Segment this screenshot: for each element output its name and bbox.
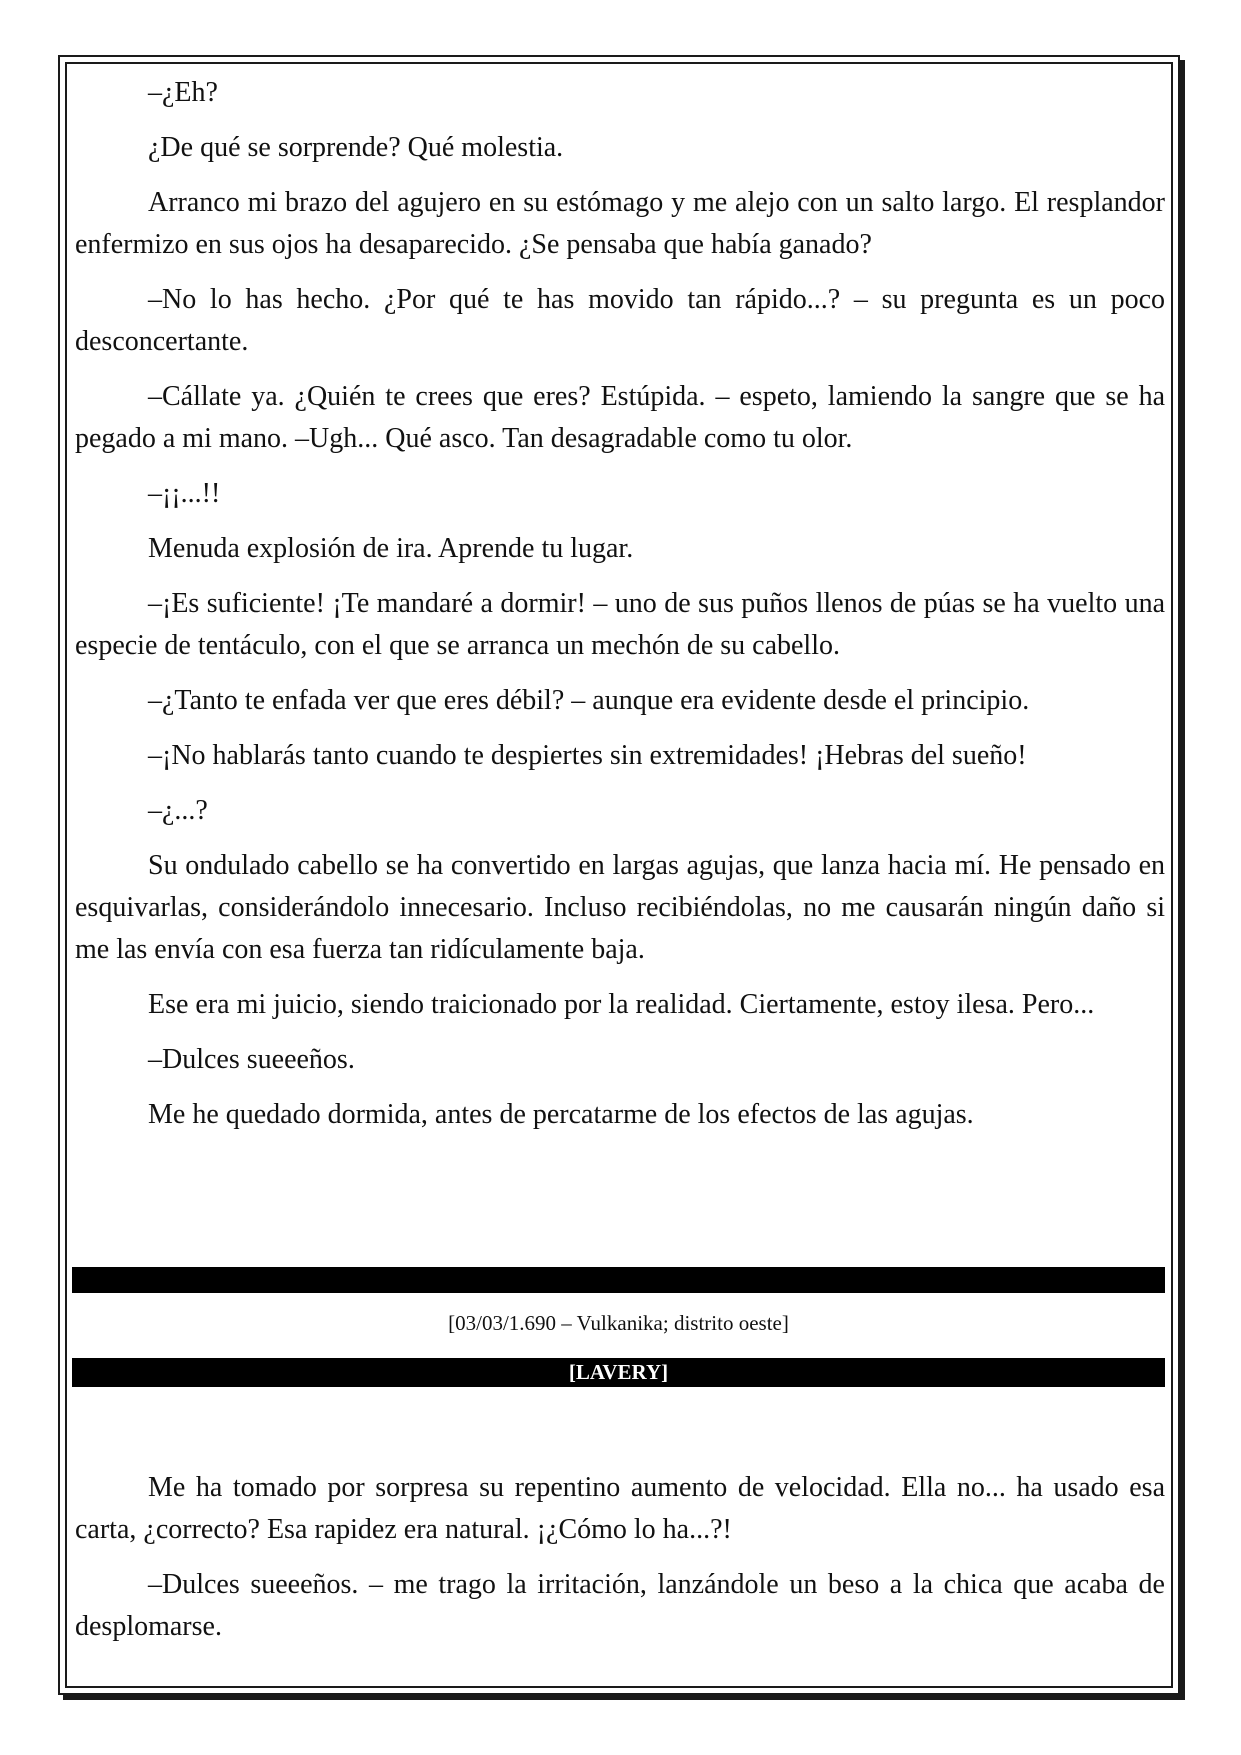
- main-text: [75, 72, 1165, 1149]
- paragraph: Me ha tomado por sorpresa su repentino aumento de velocidad. Ella no... ha usado esa carta, ¿correcto? Esa rapidez era natural. ¡¿Cómo lo ha...?!: [75, 1472, 1165, 1545]
- scene-date-location: [03/03/1.690 – Vulkanika; distrito oeste]: [448, 1311, 789, 1335]
- paragraph: –Dulces sueeeños. – me trago la irritación, lanzándole un beso a la chica que acaba de desplomarse.: [75, 1569, 1165, 1642]
- paragraph: –¡No hablarás tanto cuando te despiertes sin extremidades! ¡Hebras del sueño!: [148, 740, 1027, 771]
- paragraph: –No lo has hecho. ¿Por qué te has movido tan rápido...? – su pregunta es un poco desconcertante.: [75, 284, 1165, 357]
- pov-header: [LAVERY]: [72, 1358, 1165, 1387]
- paragraph: Menuda explosión de ira. Aprende tu lugar.: [148, 533, 634, 564]
- paragraph: Me he quedado dormida, antes de percatarme de los efectos de las agujas.: [148, 1099, 974, 1130]
- paragraph: ¿De qué se sorprende? Qué molestia.: [148, 132, 564, 163]
- paragraph: –Cállate ya. ¿Quién te crees que eres? Estúpida. – espeto, lamiendo la sangre que se ha pegado a mi mano. –Ugh... Qué asco. Tan desagradable como tu olor.: [75, 381, 1165, 454]
- second-scene-text: [75, 1467, 1165, 1661]
- paragraph: Ese era mi juicio, siendo traicionado por la realidad. Ciertamente, estoy ilesa. Pero...: [148, 989, 1095, 1020]
- paragraph: –¡Es suficiente! ¡Te mandaré a dormir! – uno de sus puños llenos de púas se ha vuelto una especie de tentáculo, con el que se arranca un mechón de su cabello.: [75, 588, 1165, 661]
- paragraph: Su ondulado cabello se ha convertido en largas agujas, que lanza hacia mí. He pensado en esquivarlas, considerándolo innecesario. Incluso recibiéndolas, no me causarán ningún daño si me las envía con esa fuerza tan ridículamente baja.: [75, 850, 1165, 965]
- paragraph: –¿...?: [148, 795, 208, 826]
- paragraph: –¿Eh?: [148, 77, 218, 108]
- scene-separator-bar: [72, 1267, 1165, 1293]
- paragraph: –¡¡...!!: [148, 478, 221, 509]
- paragraph: –¿Tanto te enfada ver que eres débil? – aunque era evidente desde el principio.: [148, 685, 1030, 716]
- paragraph: –Dulces sueeeños.: [148, 1044, 355, 1075]
- paragraph: Arranco mi brazo del agujero en su estómago y me alejo con un salto largo. El resplandor enfermizo en sus ojos ha desaparecido. ¿Se pensaba que había ganado?: [75, 187, 1165, 260]
